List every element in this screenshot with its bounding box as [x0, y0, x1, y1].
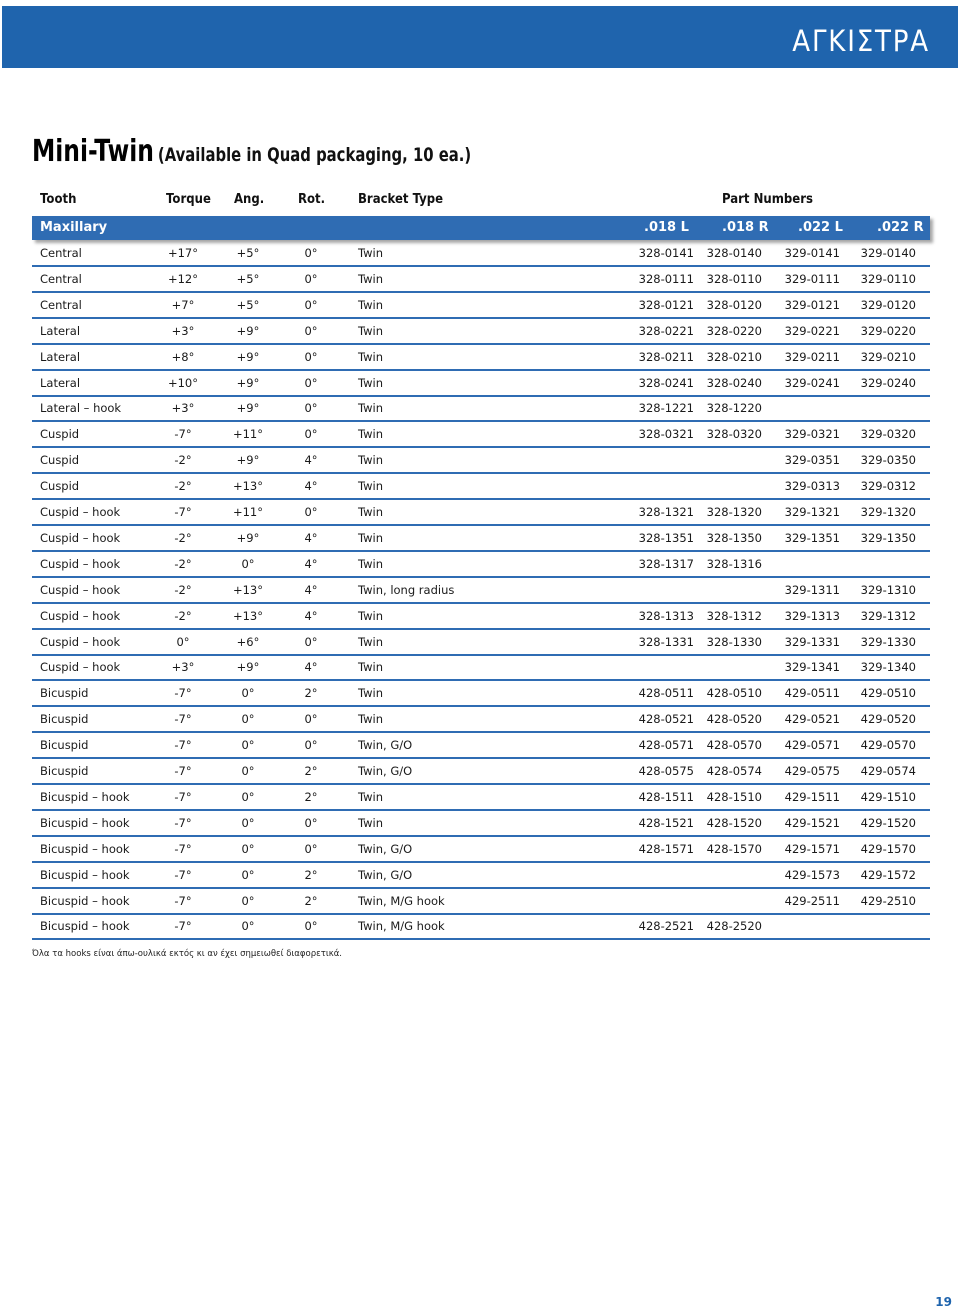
part-018-l-cell: 328-1321 [638, 505, 694, 519]
angulation-cell: 0° [241, 764, 255, 778]
torque-cell: -2° [174, 479, 192, 494]
torque-cell: +3° [171, 401, 195, 416]
part-022-l-cell: 329-0211 [784, 349, 840, 364]
part-022-r-cell: 429-0520 [860, 712, 916, 727]
part-018-r-cell: 428-1510 [706, 789, 762, 804]
part-022-r-cell: 429-1572 [860, 867, 916, 882]
table-row [32, 552, 930, 578]
table-row [32, 422, 930, 448]
bracket-type-cell: Twin [358, 297, 384, 312]
table-row [32, 500, 930, 526]
rotation-cell: 4° [304, 530, 318, 545]
part-022-l-cell: 429-2511 [784, 893, 840, 908]
part-022-l-cell: 329-0313 [784, 479, 840, 494]
angulation-cell: +9° [236, 349, 260, 364]
part-018-l-cell: 428-0511 [638, 686, 694, 701]
part-022-l-cell: 329-0221 [784, 323, 840, 338]
bracket-type-cell: Twin [358, 608, 384, 623]
bracket-type-cell: Twin, M/G hook [358, 893, 445, 908]
product-subtitle: (Available in Quad packaging, 10 ea.) [157, 144, 472, 166]
part-018-r-cell: 328-1220 [706, 401, 762, 416]
part-018-l-cell: 328-1317 [638, 556, 694, 571]
part-018-l-cell: 328-1313 [638, 608, 694, 623]
rotation-cell: 0° [304, 271, 318, 286]
part-018-r-cell: 428-1520 [706, 815, 762, 830]
angulation-cell: 0° [241, 815, 255, 830]
part-018-r-cell: 328-0120 [706, 297, 762, 312]
table-row [32, 604, 930, 630]
tooth-cell: Bicuspid – hook [40, 815, 130, 830]
part-018-l-cell: 328-0111 [638, 271, 694, 286]
tooth-cell: Lateral [40, 375, 81, 390]
table-row [32, 733, 930, 759]
rotation-cell: 2° [304, 764, 318, 778]
part-018-l-cell: 428-0575 [638, 764, 694, 778]
bracket-type-cell: Twin [358, 375, 384, 390]
tooth-cell: Bicuspid – hook [40, 841, 130, 856]
tooth-cell: Cuspid – hook [40, 608, 121, 623]
part-018-l-cell: 328-0141 [638, 246, 694, 260]
part-018-r-cell: 428-0570 [706, 738, 762, 753]
bracket-type-cell: Twin [358, 712, 384, 727]
torque-cell: -7° [174, 712, 192, 727]
rotation-cell: 0° [304, 297, 318, 312]
section-title: ΑΓΚΙΣΤΡΑ [792, 24, 930, 58]
torque-cell: +10° [167, 375, 199, 390]
table-row [32, 837, 930, 863]
header-banner [2, 6, 958, 68]
table-row [32, 655, 930, 681]
part-018-r-cell: 328-0220 [706, 323, 762, 338]
maxillary-label: Maxillary [40, 220, 108, 235]
part-022-r-cell: 329-0320 [860, 427, 916, 442]
part-022-l-cell: 329-0121 [784, 297, 840, 312]
torque-cell: -7° [174, 789, 192, 804]
rotation-cell: 4° [304, 608, 318, 623]
tooth-cell: Bicuspid [40, 764, 89, 778]
angulation-cell: 0° [241, 867, 255, 882]
angulation-cell: +5° [236, 246, 260, 260]
part-022-l-cell: 329-1331 [784, 634, 840, 649]
bracket-type-cell: Twin [358, 634, 384, 649]
rotation-cell: 0° [304, 375, 318, 390]
part-022-r-cell: 429-1520 [860, 815, 916, 830]
part-018-r-cell: 328-0320 [706, 427, 762, 442]
part-018-l-cell: 428-2521 [638, 919, 694, 934]
angulation-cell: 0° [241, 919, 255, 934]
part-018-l-cell: 428-0571 [638, 738, 694, 753]
angulation-cell: 0° [241, 789, 255, 804]
part-018-r-cell: 328-0210 [706, 349, 762, 364]
bracket-type-cell: Twin, G/O [358, 738, 413, 753]
angulation-cell: +9° [236, 323, 260, 338]
bracket-type-cell: Twin [358, 271, 384, 286]
rotation-cell: 0° [304, 323, 318, 338]
angulation-cell: 0° [241, 686, 255, 701]
part-022-r-cell: 329-0220 [860, 323, 916, 338]
col-022-r: .022 R [877, 220, 924, 235]
rotation-cell: 4° [304, 479, 318, 494]
torque-cell: +7° [171, 297, 195, 312]
rotation-cell: 0° [304, 634, 318, 649]
page-number: 19 [935, 1295, 952, 1309]
bracket-type-cell: Twin [358, 686, 384, 701]
angulation-cell: 0° [241, 556, 255, 571]
part-022-l-cell: 429-1511 [784, 789, 840, 804]
part-018-r-cell: 428-1570 [706, 841, 762, 856]
page-title [32, 134, 471, 169]
angulation-cell: +13° [232, 479, 264, 494]
tooth-cell: Central [40, 271, 82, 286]
part-018-r-cell: 428-0574 [706, 764, 762, 778]
tooth-cell: Cuspid [40, 453, 80, 468]
part-022-l-cell: 329-1341 [784, 660, 840, 675]
torque-cell: -7° [174, 815, 192, 830]
table-row [32, 889, 930, 915]
table-row [32, 630, 930, 656]
part-022-r-cell: 429-0510 [860, 686, 916, 701]
part-022-l-cell: 329-1311 [784, 582, 840, 597]
bracket-type-cell: Twin [358, 401, 384, 416]
angulation-cell: +5° [236, 297, 260, 312]
tooth-cell: Cuspid [40, 427, 80, 442]
torque-cell: -7° [174, 427, 192, 442]
rotation-cell: 0° [304, 427, 318, 442]
rotation-cell: 4° [304, 453, 318, 468]
torque-cell: -7° [174, 841, 192, 856]
torque-cell: 0° [176, 634, 190, 649]
torque-cell: -2° [174, 453, 192, 468]
rotation-cell: 0° [304, 401, 318, 416]
table-row [32, 526, 930, 552]
rotation-cell: 0° [304, 919, 318, 934]
angulation-cell: 0° [241, 738, 255, 753]
bracket-type-cell: Twin [358, 505, 384, 519]
angulation-cell: +9° [236, 530, 260, 545]
tooth-cell: Bicuspid – hook [40, 919, 130, 934]
rotation-cell: 4° [304, 660, 318, 675]
tooth-cell: Central [40, 297, 82, 312]
part-018-l-cell: 328-0211 [638, 349, 694, 364]
angulation-cell: +9° [236, 401, 260, 416]
tooth-cell: Cuspid – hook [40, 530, 121, 545]
part-018-l-cell: 328-1331 [638, 634, 694, 649]
rotation-cell: 0° [304, 505, 318, 519]
tooth-cell: Cuspid – hook [40, 660, 121, 675]
torque-cell: +12° [167, 271, 199, 286]
table-row [32, 811, 930, 837]
part-022-l-cell: 329-1321 [784, 505, 840, 519]
angulation-cell: +13° [232, 608, 264, 623]
part-022-r-cell: 429-0570 [860, 738, 916, 753]
torque-cell: -2° [174, 556, 192, 571]
part-022-l-cell: 329-1351 [784, 530, 840, 545]
angulation-cell: +5° [236, 271, 260, 286]
tooth-cell: Cuspid – hook [40, 582, 121, 597]
rotation-cell: 0° [304, 246, 318, 260]
tooth-cell: Cuspid – hook [40, 505, 121, 519]
part-022-r-cell: 329-0350 [860, 453, 916, 468]
part-022-r-cell: 329-1312 [860, 608, 916, 623]
bracket-type-cell: Twin [358, 427, 384, 442]
part-022-r-cell: 329-1330 [860, 634, 916, 649]
angulation-cell: +11° [232, 505, 264, 519]
table-row [32, 319, 930, 345]
torque-cell: -2° [174, 582, 192, 597]
tooth-cell: Cuspid – hook [40, 634, 121, 649]
rotation-cell: 0° [304, 738, 318, 753]
part-022-r-cell: 329-1310 [860, 582, 916, 597]
col-022-l: .022 L [798, 220, 843, 235]
part-022-l-cell: 429-0575 [784, 764, 840, 778]
tooth-cell: Lateral – hook [40, 401, 122, 416]
table-row [32, 707, 930, 733]
bracket-type-cell: Twin [358, 479, 384, 494]
torque-cell: +3° [171, 323, 195, 338]
rotation-cell: 4° [304, 582, 318, 597]
part-022-r-cell: 329-1350 [860, 530, 916, 545]
table-row [32, 474, 930, 500]
torque-cell: -2° [174, 608, 192, 623]
torque-cell: +17° [167, 246, 199, 260]
part-022-r-cell: 429-1570 [860, 841, 916, 856]
bracket-type-cell: Twin [358, 556, 384, 571]
part-018-r-cell: 328-1312 [706, 608, 762, 623]
part-018-l-cell: 428-1511 [638, 789, 694, 804]
part-018-r-cell: 328-1330 [706, 634, 762, 649]
col-018-r: .018 R [722, 220, 769, 235]
torque-cell: -7° [174, 738, 192, 753]
torque-cell: -7° [174, 919, 192, 934]
rotation-cell: 0° [304, 815, 318, 830]
part-022-r-cell: 329-1320 [860, 505, 916, 519]
part-022-r-cell: 329-1340 [860, 660, 916, 675]
tooth-cell: Cuspid – hook [40, 556, 121, 571]
torque-cell: -7° [174, 867, 192, 882]
part-022-l-cell: 329-0141 [784, 246, 840, 260]
rotation-cell: 4° [304, 556, 318, 571]
part-018-r-cell: 428-0510 [706, 686, 762, 701]
rotation-cell: 2° [304, 686, 318, 701]
tooth-cell: Bicuspid [40, 738, 89, 753]
part-022-r-cell: 329-0240 [860, 375, 916, 390]
angulation-cell: +11° [232, 427, 264, 442]
part-022-l-cell: 429-1571 [784, 841, 840, 856]
table-row [32, 267, 930, 293]
table-row [32, 371, 930, 397]
torque-cell: -7° [174, 893, 192, 908]
tooth-cell: Lateral [40, 323, 81, 338]
part-018-l-cell: 328-0221 [638, 323, 694, 338]
bracket-type-cell: Twin, M/G hook [358, 919, 445, 934]
col-header-tooth: Tooth [40, 192, 77, 207]
bracket-type-cell: Twin [358, 323, 384, 338]
torque-cell: -7° [174, 764, 192, 778]
part-018-r-cell: 328-1316 [706, 556, 762, 571]
part-018-r-cell: 328-1320 [706, 505, 762, 519]
part-022-r-cell: 329-0140 [860, 246, 916, 260]
part-022-l-cell: 429-1573 [784, 867, 840, 882]
tooth-cell: Bicuspid [40, 712, 89, 727]
torque-cell: -7° [174, 505, 192, 519]
table-row [32, 345, 930, 371]
table-row [32, 785, 930, 811]
part-022-r-cell: 429-2510 [860, 893, 916, 908]
part-018-r-cell: 428-2520 [706, 919, 762, 934]
angulation-cell: +9° [236, 453, 260, 468]
bracket-type-cell: Twin [358, 246, 384, 260]
part-022-l-cell: 329-1313 [784, 608, 840, 623]
rotation-cell: 2° [304, 867, 318, 882]
tooth-cell: Bicuspid – hook [40, 893, 130, 908]
maxillary-header-row [32, 216, 930, 240]
table-row [32, 759, 930, 785]
part-018-r-cell: 428-0520 [706, 712, 762, 727]
col-018-l: .018 L [644, 220, 689, 235]
rotation-cell: 0° [304, 349, 318, 364]
col-header-ang: Ang. [234, 192, 265, 207]
bracket-type-cell: Twin, G/O [358, 764, 413, 778]
table-row [32, 293, 930, 319]
part-018-l-cell: 328-0121 [638, 297, 694, 312]
torque-cell: -2° [174, 530, 192, 545]
angulation-cell: 0° [241, 712, 255, 727]
bracket-type-cell: Twin [358, 453, 384, 468]
torque-cell: +3° [171, 660, 195, 675]
part-018-l-cell: 328-0321 [638, 427, 694, 442]
part-022-l-cell: 329-0241 [784, 375, 840, 390]
product-name: Mini-Twin [32, 134, 154, 169]
angulation-cell: +9° [236, 660, 260, 675]
part-022-l-cell: 429-0511 [784, 686, 840, 701]
part-022-l-cell: 329-0321 [784, 427, 840, 442]
part-022-l-cell: 429-0571 [784, 738, 840, 753]
bracket-type-cell: Twin [358, 660, 384, 675]
part-022-r-cell: 429-1510 [860, 789, 916, 804]
table-row [32, 914, 930, 940]
part-018-r-cell: 328-1350 [706, 530, 762, 545]
tooth-cell: Bicuspid [40, 686, 89, 701]
part-022-l-cell: 329-0111 [784, 271, 840, 286]
rotation-cell: 2° [304, 893, 318, 908]
part-018-l-cell: 328-0241 [638, 375, 694, 390]
bracket-type-cell: Twin [358, 789, 384, 804]
table-row [32, 448, 930, 474]
part-018-l-cell: 428-1521 [638, 815, 694, 830]
table-row [32, 863, 930, 889]
torque-cell: -7° [174, 686, 192, 701]
part-022-r-cell: 329-0210 [860, 349, 916, 364]
angulation-cell: +9° [236, 375, 260, 390]
rotation-cell: 2° [304, 789, 318, 804]
bracket-type-cell: Twin [358, 815, 384, 830]
part-022-r-cell: 329-0110 [860, 271, 916, 286]
bracket-type-cell: Twin, G/O [358, 867, 413, 882]
part-018-l-cell: 428-0521 [638, 712, 694, 727]
angulation-cell: +13° [232, 582, 264, 597]
part-018-l-cell: 428-1571 [638, 841, 694, 856]
part-022-r-cell: 329-0312 [860, 479, 916, 494]
tooth-cell: Cuspid [40, 479, 80, 494]
tooth-cell: Lateral [40, 349, 81, 364]
table-row [32, 241, 930, 267]
tooth-cell: Bicuspid – hook [40, 789, 130, 804]
bracket-type-cell: Twin [358, 349, 384, 364]
bracket-type-cell: Twin [358, 530, 384, 545]
part-022-l-cell: 429-0521 [784, 712, 840, 727]
part-022-r-cell: 329-0120 [860, 297, 916, 312]
table-row [32, 681, 930, 707]
angulation-cell: 0° [241, 841, 255, 856]
angulation-cell: 0° [241, 893, 255, 908]
part-018-l-cell: 328-1221 [638, 401, 694, 416]
part-022-l-cell: 329-0351 [784, 453, 840, 468]
tooth-cell: Central [40, 246, 82, 260]
part-022-l-cell: 429-1521 [784, 815, 840, 830]
footnote: Όλα τα hooks είναι άπω-ουλικά εκτός κι αν έχει σημειωθεί διαφορετικά. [32, 949, 343, 959]
part-022-r-cell: 429-0574 [860, 764, 916, 778]
part-018-r-cell: 328-0140 [706, 246, 762, 260]
bracket-type-cell: Twin, long radius [358, 582, 455, 597]
col-header-torque: Torque [166, 192, 211, 207]
col-header-rot: Rot. [298, 192, 326, 207]
part-018-r-cell: 328-0240 [706, 375, 762, 390]
rotation-cell: 0° [304, 841, 318, 856]
table-row [32, 396, 930, 422]
rotation-cell: 0° [304, 712, 318, 727]
part-018-l-cell: 328-1351 [638, 530, 694, 545]
angulation-cell: +6° [236, 634, 260, 649]
torque-cell: +8° [171, 349, 195, 364]
part-018-r-cell: 328-0110 [706, 271, 762, 286]
table-row [32, 578, 930, 604]
tooth-cell: Bicuspid – hook [40, 867, 130, 882]
col-header-part-numbers: Part Numbers [722, 192, 813, 207]
bracket-type-cell: Twin, G/O [358, 841, 413, 856]
col-header-bracket-type: Bracket Type [358, 192, 444, 207]
